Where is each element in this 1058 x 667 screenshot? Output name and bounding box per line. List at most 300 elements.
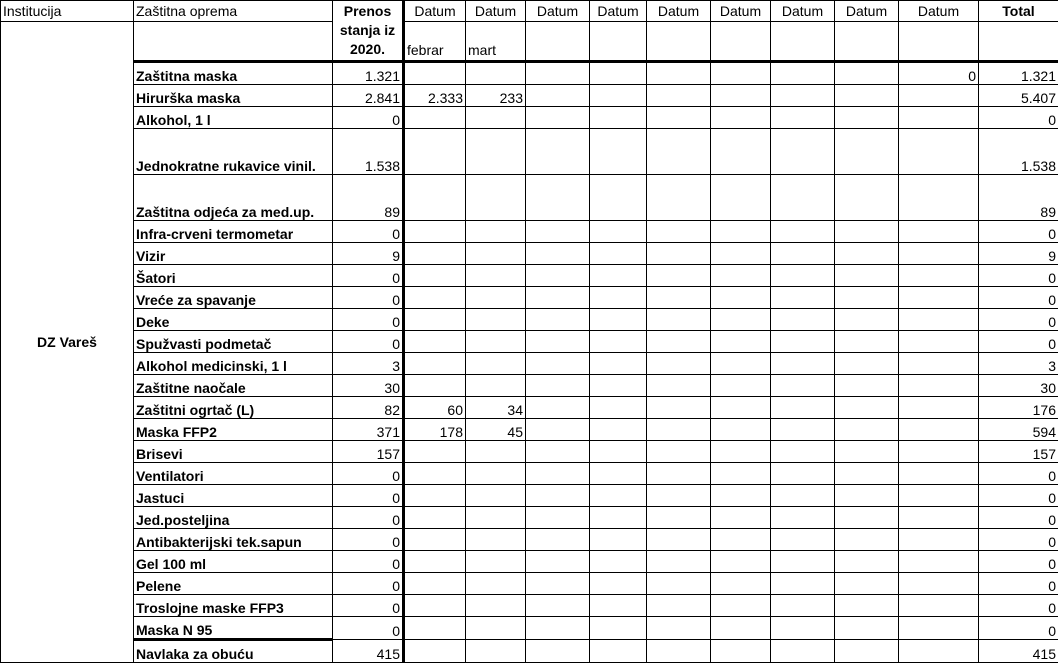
header-datum-2[interactable]: Datum	[466, 1, 526, 22]
datum-5-cell[interactable]	[647, 265, 711, 287]
datum-1-cell[interactable]	[404, 353, 466, 375]
total-cell[interactable]: 0	[979, 485, 1058, 507]
datum-2-cell[interactable]	[466, 331, 526, 353]
datum-2-cell[interactable]	[466, 617, 526, 640]
datum-8-cell[interactable]	[835, 353, 899, 375]
datum-9-cell[interactable]	[899, 529, 979, 551]
datum-4-cell[interactable]	[590, 287, 647, 309]
datum-7-cell[interactable]	[771, 243, 835, 265]
datum-5-cell[interactable]	[647, 463, 711, 485]
datum-1-cell[interactable]	[404, 640, 466, 663]
item-name-cell[interactable]: Alkohol, 1 l	[134, 107, 333, 129]
datum-3-cell[interactable]	[526, 85, 590, 107]
header-oprema[interactable]: Zaštitna oprema	[134, 1, 333, 22]
total-cell[interactable]: 0	[979, 287, 1058, 309]
datum-8-cell[interactable]	[835, 617, 899, 640]
datum-7-cell[interactable]	[771, 507, 835, 529]
subheader-datum-6[interactable]	[711, 22, 771, 62]
datum-3-cell[interactable]	[526, 573, 590, 595]
datum-3-cell[interactable]	[526, 397, 590, 419]
datum-5-cell[interactable]	[647, 243, 711, 265]
datum-5-cell[interactable]	[647, 441, 711, 463]
datum-1-cell[interactable]	[404, 551, 466, 573]
datum-4-cell[interactable]	[590, 309, 647, 331]
item-name-cell[interactable]: Navlaka za obuću	[134, 640, 333, 663]
datum-9-cell[interactable]	[899, 221, 979, 243]
datum-5-cell[interactable]	[647, 419, 711, 441]
datum-4-cell[interactable]	[590, 441, 647, 463]
total-cell[interactable]: 30	[979, 375, 1058, 397]
datum-1-cell[interactable]	[404, 243, 466, 265]
datum-1-cell[interactable]	[404, 375, 466, 397]
datum-2-cell[interactable]	[466, 129, 526, 175]
datum-6-cell[interactable]	[711, 331, 771, 353]
datum-7-cell[interactable]	[771, 221, 835, 243]
header-datum-7[interactable]: Datum	[771, 1, 835, 22]
total-cell[interactable]: 3	[979, 353, 1058, 375]
datum-3-cell[interactable]	[526, 419, 590, 441]
datum-7-cell[interactable]	[771, 397, 835, 419]
datum-5-cell[interactable]	[647, 331, 711, 353]
prenos-cell[interactable]: 1.538	[333, 129, 404, 175]
item-name-cell[interactable]: Pelene	[134, 573, 333, 595]
subheader-datum-8[interactable]	[835, 22, 899, 62]
datum-5-cell[interactable]	[647, 375, 711, 397]
prenos-cell[interactable]: 1.321	[333, 62, 404, 85]
prenos-cell[interactable]: 371	[333, 419, 404, 441]
subheader-datum-2[interactable]: mart	[466, 22, 526, 62]
datum-9-cell[interactable]	[899, 441, 979, 463]
total-cell[interactable]: 1.321	[979, 62, 1058, 85]
datum-3-cell[interactable]	[526, 485, 590, 507]
datum-1-cell[interactable]: 178	[404, 419, 466, 441]
datum-2-cell[interactable]	[466, 529, 526, 551]
datum-9-cell[interactable]	[899, 331, 979, 353]
datum-3-cell[interactable]	[526, 529, 590, 551]
item-name-cell[interactable]: Troslojne maske FFP3	[134, 595, 333, 617]
datum-6-cell[interactable]	[711, 507, 771, 529]
datum-3-cell[interactable]	[526, 595, 590, 617]
datum-4-cell[interactable]	[590, 463, 647, 485]
item-name-cell[interactable]: Maska FFP2	[134, 419, 333, 441]
prenos-cell[interactable]: 415	[333, 640, 404, 663]
datum-9-cell[interactable]	[899, 485, 979, 507]
subheader-datum-1[interactable]: febrar	[404, 22, 466, 62]
total-cell[interactable]: 5.407	[979, 85, 1058, 107]
datum-6-cell[interactable]	[711, 573, 771, 595]
item-name-cell[interactable]: Vizir	[134, 243, 333, 265]
datum-8-cell[interactable]	[835, 129, 899, 175]
datum-5-cell[interactable]	[647, 107, 711, 129]
datum-9-cell[interactable]	[899, 129, 979, 175]
datum-4-cell[interactable]	[590, 375, 647, 397]
datum-8-cell[interactable]	[835, 507, 899, 529]
datum-7-cell[interactable]	[771, 551, 835, 573]
datum-4-cell[interactable]	[590, 265, 647, 287]
datum-2-cell[interactable]	[466, 309, 526, 331]
datum-6-cell[interactable]	[711, 419, 771, 441]
header-datum-3[interactable]: Datum	[526, 1, 590, 22]
datum-8-cell[interactable]	[835, 640, 899, 663]
total-cell[interactable]: 157	[979, 441, 1058, 463]
item-name-cell[interactable]: Spužvasti podmetač	[134, 331, 333, 353]
prenos-cell[interactable]: 30	[333, 375, 404, 397]
datum-7-cell[interactable]	[771, 353, 835, 375]
total-cell[interactable]: 89	[979, 175, 1058, 221]
item-name-cell[interactable]: Jed.posteljina	[134, 507, 333, 529]
datum-2-cell[interactable]	[466, 485, 526, 507]
datum-8-cell[interactable]	[835, 551, 899, 573]
datum-8-cell[interactable]	[835, 463, 899, 485]
datum-1-cell[interactable]	[404, 441, 466, 463]
datum-6-cell[interactable]	[711, 175, 771, 221]
datum-1-cell[interactable]	[404, 507, 466, 529]
datum-3-cell[interactable]	[526, 243, 590, 265]
datum-5-cell[interactable]	[647, 287, 711, 309]
datum-6-cell[interactable]	[711, 221, 771, 243]
datum-1-cell[interactable]: 60	[404, 397, 466, 419]
total-cell[interactable]: 1.538	[979, 129, 1058, 175]
datum-4-cell[interactable]	[590, 551, 647, 573]
datum-5-cell[interactable]	[647, 175, 711, 221]
item-name-cell[interactable]: Antibakterijski tek.sapun	[134, 529, 333, 551]
prenos-cell[interactable]: 2.841	[333, 85, 404, 107]
datum-7-cell[interactable]	[771, 529, 835, 551]
datum-6-cell[interactable]	[711, 529, 771, 551]
total-cell[interactable]: 0	[979, 309, 1058, 331]
datum-1-cell[interactable]	[404, 265, 466, 287]
item-name-cell[interactable]: Hirurška maska	[134, 85, 333, 107]
datum-2-cell[interactable]	[466, 62, 526, 85]
datum-2-cell[interactable]: 34	[466, 397, 526, 419]
datum-8-cell[interactable]	[835, 175, 899, 221]
datum-2-cell[interactable]	[466, 107, 526, 129]
datum-9-cell[interactable]	[899, 463, 979, 485]
datum-1-cell[interactable]	[404, 287, 466, 309]
datum-4-cell[interactable]	[590, 85, 647, 107]
item-name-cell[interactable]: Zaštitna odjeća za med.up.	[134, 175, 333, 221]
subheader-datum-9[interactable]	[899, 22, 979, 62]
datum-7-cell[interactable]	[771, 309, 835, 331]
subheader-total[interactable]	[979, 22, 1058, 62]
datum-6-cell[interactable]	[711, 107, 771, 129]
prenos-cell[interactable]: 157	[333, 441, 404, 463]
header-datum-4[interactable]: Datum	[590, 1, 647, 22]
datum-1-cell[interactable]	[404, 331, 466, 353]
prenos-cell[interactable]: 3	[333, 353, 404, 375]
datum-3-cell[interactable]	[526, 107, 590, 129]
prenos-cell[interactable]: 9	[333, 243, 404, 265]
datum-1-cell[interactable]	[404, 129, 466, 175]
header-datum-8[interactable]: Datum	[835, 1, 899, 22]
item-name-cell[interactable]: Šatori	[134, 265, 333, 287]
datum-7-cell[interactable]	[771, 573, 835, 595]
header-institucija[interactable]: Institucija	[1, 1, 134, 22]
datum-8-cell[interactable]	[835, 331, 899, 353]
datum-9-cell[interactable]	[899, 353, 979, 375]
total-cell[interactable]: 0	[979, 507, 1058, 529]
datum-8-cell[interactable]	[835, 529, 899, 551]
datum-6-cell[interactable]	[711, 265, 771, 287]
prenos-cell[interactable]: 0	[333, 287, 404, 309]
datum-8-cell[interactable]	[835, 243, 899, 265]
total-cell[interactable]: 0	[979, 529, 1058, 551]
prenos-cell[interactable]: 0	[333, 529, 404, 551]
datum-2-cell[interactable]	[466, 353, 526, 375]
total-cell[interactable]: 0	[979, 331, 1058, 353]
datum-5-cell[interactable]	[647, 221, 711, 243]
datum-8-cell[interactable]	[835, 485, 899, 507]
datum-3-cell[interactable]	[526, 375, 590, 397]
datum-1-cell[interactable]	[404, 529, 466, 551]
datum-2-cell[interactable]	[466, 551, 526, 573]
total-cell[interactable]: 176	[979, 397, 1058, 419]
datum-9-cell[interactable]	[899, 617, 979, 640]
item-name-cell[interactable]: Jednokratne rukavice vinil.	[134, 129, 333, 175]
prenos-cell[interactable]: 0	[333, 551, 404, 573]
datum-6-cell[interactable]	[711, 353, 771, 375]
datum-4-cell[interactable]	[590, 617, 647, 640]
datum-3-cell[interactable]	[526, 617, 590, 640]
datum-2-cell[interactable]	[466, 595, 526, 617]
datum-6-cell[interactable]	[711, 595, 771, 617]
datum-4-cell[interactable]	[590, 485, 647, 507]
total-cell[interactable]: 415	[979, 640, 1058, 663]
datum-2-cell[interactable]	[466, 640, 526, 663]
datum-3-cell[interactable]	[526, 129, 590, 175]
datum-3-cell[interactable]	[526, 640, 590, 663]
prenos-cell[interactable]: 0	[333, 107, 404, 129]
datum-1-cell[interactable]	[404, 573, 466, 595]
datum-7-cell[interactable]	[771, 287, 835, 309]
datum-9-cell[interactable]	[899, 375, 979, 397]
datum-4-cell[interactable]	[590, 529, 647, 551]
datum-9-cell[interactable]	[899, 507, 979, 529]
datum-8-cell[interactable]	[835, 397, 899, 419]
total-cell[interactable]: 9	[979, 243, 1058, 265]
datum-8-cell[interactable]	[835, 265, 899, 287]
datum-7-cell[interactable]	[771, 129, 835, 175]
datum-4-cell[interactable]	[590, 62, 647, 85]
datum-3-cell[interactable]	[526, 507, 590, 529]
header-datum-1[interactable]: Datum	[404, 1, 466, 22]
datum-9-cell[interactable]	[899, 595, 979, 617]
prenos-cell[interactable]: 0	[333, 221, 404, 243]
datum-3-cell[interactable]	[526, 309, 590, 331]
datum-1-cell[interactable]	[404, 107, 466, 129]
prenos-cell[interactable]: 0	[333, 595, 404, 617]
header-datum-6[interactable]: Datum	[711, 1, 771, 22]
datum-6-cell[interactable]	[711, 551, 771, 573]
datum-6-cell[interactable]	[711, 243, 771, 265]
datum-8-cell[interactable]	[835, 419, 899, 441]
datum-6-cell[interactable]	[711, 309, 771, 331]
total-cell[interactable]: 0	[979, 265, 1058, 287]
datum-5-cell[interactable]	[647, 353, 711, 375]
item-name-cell[interactable]: Maska N 95	[134, 617, 333, 640]
datum-5-cell[interactable]	[647, 85, 711, 107]
datum-7-cell[interactable]	[771, 485, 835, 507]
total-cell[interactable]: 0	[979, 595, 1058, 617]
subheader-datum-5[interactable]	[647, 22, 711, 62]
datum-4-cell[interactable]	[590, 129, 647, 175]
datum-6-cell[interactable]	[711, 375, 771, 397]
datum-7-cell[interactable]	[771, 375, 835, 397]
datum-6-cell[interactable]	[711, 485, 771, 507]
datum-9-cell[interactable]	[899, 287, 979, 309]
datum-8-cell[interactable]	[835, 287, 899, 309]
datum-5-cell[interactable]	[647, 573, 711, 595]
datum-6-cell[interactable]	[711, 640, 771, 663]
datum-4-cell[interactable]	[590, 175, 647, 221]
datum-4-cell[interactable]	[590, 221, 647, 243]
datum-6-cell[interactable]	[711, 129, 771, 175]
datum-7-cell[interactable]	[771, 441, 835, 463]
datum-8-cell[interactable]	[835, 221, 899, 243]
datum-5-cell[interactable]	[647, 617, 711, 640]
datum-1-cell[interactable]	[404, 221, 466, 243]
header-total[interactable]: Total	[979, 1, 1058, 22]
datum-6-cell[interactable]	[711, 617, 771, 640]
datum-7-cell[interactable]	[771, 640, 835, 663]
header-prenos[interactable]	[333, 1, 404, 62]
datum-4-cell[interactable]	[590, 107, 647, 129]
datum-5-cell[interactable]	[647, 129, 711, 175]
datum-3-cell[interactable]	[526, 463, 590, 485]
datum-6-cell[interactable]	[711, 441, 771, 463]
datum-2-cell[interactable]	[466, 175, 526, 221]
datum-7-cell[interactable]	[771, 62, 835, 85]
datum-2-cell[interactable]	[466, 463, 526, 485]
datum-4-cell[interactable]	[590, 573, 647, 595]
datum-3-cell[interactable]	[526, 353, 590, 375]
datum-9-cell[interactable]	[899, 85, 979, 107]
prenos-cell[interactable]: 0	[333, 485, 404, 507]
item-name-cell[interactable]: Brisevi	[134, 441, 333, 463]
datum-6-cell[interactable]	[711, 287, 771, 309]
datum-1-cell[interactable]	[404, 485, 466, 507]
datum-6-cell[interactable]	[711, 62, 771, 85]
datum-4-cell[interactable]	[590, 419, 647, 441]
subheader-oprema[interactable]	[134, 22, 333, 62]
datum-1-cell[interactable]	[404, 617, 466, 640]
prenos-cell[interactable]: 82	[333, 397, 404, 419]
datum-5-cell[interactable]	[647, 529, 711, 551]
prenos-cell[interactable]: 0	[333, 507, 404, 529]
datum-3-cell[interactable]	[526, 62, 590, 85]
datum-6-cell[interactable]	[711, 85, 771, 107]
prenos-cell[interactable]: 0	[333, 573, 404, 595]
datum-3-cell[interactable]	[526, 551, 590, 573]
subheader-datum-3[interactable]	[526, 22, 590, 62]
item-name-cell[interactable]: Zaštitna maska	[134, 62, 333, 85]
datum-7-cell[interactable]	[771, 107, 835, 129]
datum-4-cell[interactable]	[590, 595, 647, 617]
datum-2-cell[interactable]	[466, 265, 526, 287]
prenos-cell[interactable]: 0	[333, 265, 404, 287]
datum-8-cell[interactable]	[835, 441, 899, 463]
datum-5-cell[interactable]	[647, 640, 711, 663]
datum-2-cell[interactable]	[466, 375, 526, 397]
total-cell[interactable]: 0	[979, 221, 1058, 243]
datum-5-cell[interactable]	[647, 397, 711, 419]
datum-5-cell[interactable]	[647, 309, 711, 331]
datum-1-cell[interactable]	[404, 463, 466, 485]
datum-7-cell[interactable]	[771, 463, 835, 485]
institution-cell[interactable]: DZ Vareš	[1, 22, 134, 663]
datum-9-cell[interactable]	[899, 573, 979, 595]
datum-3-cell[interactable]	[526, 175, 590, 221]
prenos-cell[interactable]: 0	[333, 309, 404, 331]
total-cell[interactable]: 594	[979, 419, 1058, 441]
prenos-cell[interactable]: 0	[333, 463, 404, 485]
datum-8-cell[interactable]	[835, 595, 899, 617]
datum-5-cell[interactable]	[647, 551, 711, 573]
datum-9-cell[interactable]	[899, 309, 979, 331]
datum-9-cell[interactable]	[899, 175, 979, 221]
datum-5-cell[interactable]	[647, 507, 711, 529]
total-cell[interactable]: 0	[979, 573, 1058, 595]
item-name-cell[interactable]: Zaštitni ogrtač (L)	[134, 397, 333, 419]
datum-8-cell[interactable]	[835, 107, 899, 129]
datum-3-cell[interactable]	[526, 331, 590, 353]
datum-9-cell[interactable]	[899, 243, 979, 265]
datum-9-cell[interactable]	[899, 551, 979, 573]
datum-1-cell[interactable]: 2.333	[404, 85, 466, 107]
header-datum-9[interactable]: Datum	[899, 1, 979, 22]
datum-7-cell[interactable]	[771, 85, 835, 107]
total-cell[interactable]: 0	[979, 107, 1058, 129]
datum-9-cell[interactable]	[899, 419, 979, 441]
datum-9-cell[interactable]: 0	[899, 62, 979, 85]
datum-2-cell[interactable]	[466, 243, 526, 265]
total-cell[interactable]: 0	[979, 617, 1058, 640]
datum-3-cell[interactable]	[526, 221, 590, 243]
datum-4-cell[interactable]	[590, 507, 647, 529]
datum-8-cell[interactable]	[835, 573, 899, 595]
datum-1-cell[interactable]	[404, 62, 466, 85]
datum-8-cell[interactable]	[835, 85, 899, 107]
item-name-cell[interactable]: Gel 100 ml	[134, 551, 333, 573]
datum-4-cell[interactable]	[590, 243, 647, 265]
datum-5-cell[interactable]	[647, 485, 711, 507]
datum-7-cell[interactable]	[771, 617, 835, 640]
datum-7-cell[interactable]	[771, 175, 835, 221]
datum-1-cell[interactable]	[404, 595, 466, 617]
datum-9-cell[interactable]	[899, 107, 979, 129]
subheader-datum-4[interactable]	[590, 22, 647, 62]
item-name-cell[interactable]: Ventilatori	[134, 463, 333, 485]
item-name-cell[interactable]: Deke	[134, 309, 333, 331]
datum-3-cell[interactable]	[526, 287, 590, 309]
datum-3-cell[interactable]	[526, 265, 590, 287]
datum-7-cell[interactable]	[771, 419, 835, 441]
prenos-cell[interactable]: 0	[333, 331, 404, 353]
datum-7-cell[interactable]	[771, 331, 835, 353]
datum-9-cell[interactable]	[899, 397, 979, 419]
datum-8-cell[interactable]	[835, 309, 899, 331]
datum-4-cell[interactable]	[590, 640, 647, 663]
datum-4-cell[interactable]	[590, 353, 647, 375]
datum-5-cell[interactable]	[647, 62, 711, 85]
datum-2-cell[interactable]	[466, 507, 526, 529]
datum-1-cell[interactable]	[404, 175, 466, 221]
subheader-datum-7[interactable]	[771, 22, 835, 62]
prenos-cell[interactable]: 0	[333, 617, 404, 640]
datum-9-cell[interactable]	[899, 640, 979, 663]
datum-8-cell[interactable]	[835, 62, 899, 85]
datum-4-cell[interactable]	[590, 331, 647, 353]
